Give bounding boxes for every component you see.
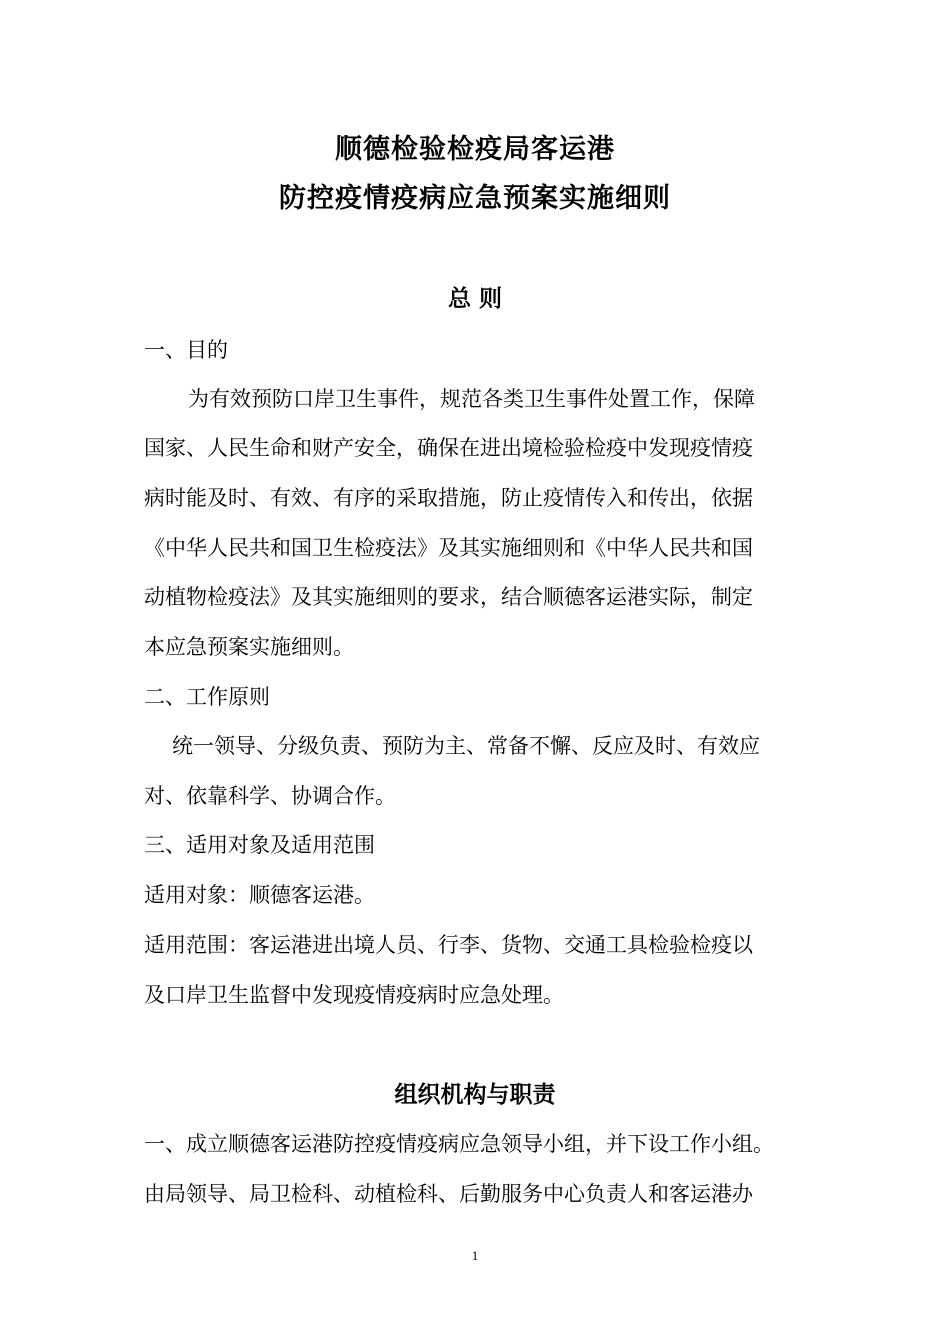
page-number: 1 xyxy=(471,1248,479,1263)
document-title-line-2: 防控疫情疫病应急预案实施细则 xyxy=(279,183,671,214)
section-heading-organization: 组织机构与职责 xyxy=(394,1082,556,1108)
scope-heading: 三、适用对象及适用范围 xyxy=(144,833,375,857)
principle-paragraph-line: 统一领导、分级负责、预防为主、常备不懈、反应及时、有效应 xyxy=(172,734,760,758)
purpose-paragraph-line: 病时能及时、有效、有序的采取措施，防止疫情传入和传出，依据 xyxy=(144,486,753,510)
scope-object: 适用对象：顺德客运港。 xyxy=(144,883,375,907)
purpose-heading: 一、目的 xyxy=(144,338,228,362)
principle-paragraph-line: 对、依靠科学、协调合作。 xyxy=(144,784,396,808)
document-title-line-1: 顺德检验检疫局客运港 xyxy=(335,134,615,165)
purpose-paragraph-line: 为有效预防口岸卫生事件，规范各类卫生事件处置工作，保障 xyxy=(188,387,755,411)
scope-range-line: 及口岸卫生监督中发现疫情疫病时应急处理。 xyxy=(144,983,564,1007)
purpose-paragraph-line: 动植物检疫法》及其实施细则的要求，结合顺德客运港实际，制定 xyxy=(144,585,753,609)
purpose-paragraph-line: 本应急预案实施细则。 xyxy=(144,635,354,659)
organization-paragraph-line: 一、成立顺德客运港防控疫情疫病应急领导小组，并下设工作小组。 xyxy=(144,1132,774,1156)
scope-range-line: 适用范围：客运港进出境人员、行李、货物、交通工具检验检疫以 xyxy=(144,933,753,957)
organization-paragraph-line: 由局领导、局卫检科、动植检科、后勤服务中心负责人和客运港办 xyxy=(144,1182,753,1206)
principle-heading: 二、工作原则 xyxy=(144,685,270,709)
purpose-paragraph-line: 《中华人民共和国卫生检疫法》及其实施细则和《中华人民共和国 xyxy=(144,536,753,560)
purpose-paragraph-line: 国家、人民生命和财产安全，确保在进出境检验检疫中发现疫情疫 xyxy=(144,436,753,460)
section-heading-general: 总 则 xyxy=(447,286,502,312)
